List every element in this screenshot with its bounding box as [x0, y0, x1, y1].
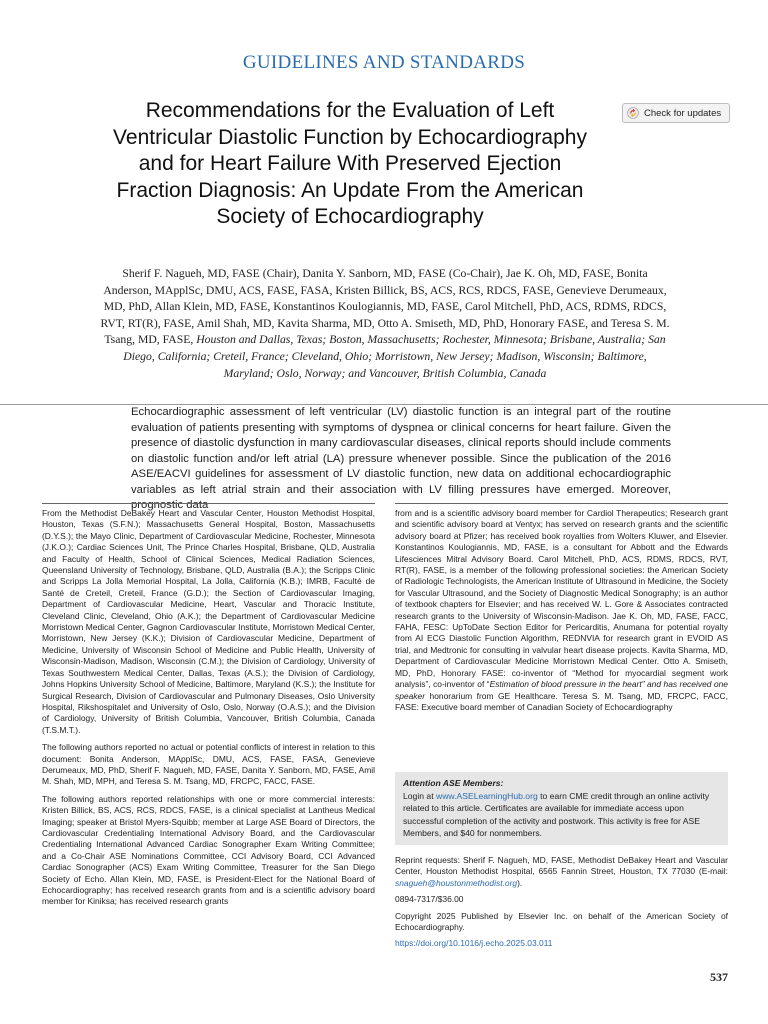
page-number: 537 — [710, 970, 728, 984]
author-locations: Houston and Dallas, Texas; Boston, Massachusetts; Rochester, Minnesota; Brisbane, Australia; San Diego, California; Creteil, France; Cleveland, Ohio; Morristown, New Jersey; Madison, Wisconsin; Baltimore, Maryland; Oslo, Norway; and Vancouver, British Columbia, Canada — [123, 333, 666, 380]
affiliations-footnote: From the Methodist DeBakey Heart and Vascular Center, Houston Methodist Hospital, Houston, Texas (S.F.N.); Massachusetts General Hospital, Boston, Massachusetts (D.Y.S.); the Mayo Clinic, Department of Cardiovascular Medicine, Rochester, Minnesota (J.K.O.); Cardiac Sciences Unit, The Prince Charles Hospital, Brisbane, QLD, Australia and Faculty of Health, School of Clinical Sciences, Medical Radiation Sciences, Queensland University of Technology, Brisbane, QLD, Australia (B.A.); the Scripps Clinic and Scripps La Jolla Memorial Hospital, La Jolla, California (K.B.); IMRB, Faculté de Santé de Creteil, Creteil, France (G.D.); the Section of Cardiovascular Imaging, Department of Cardiovascular Medicine, Heart, Vascular and Thoracic Institute, Cleveland Clinic, Cleveland, Ohio (A.K.); the Department of Cardiovascular Medicine Morristown Medical Center, Gagnon Cardiovascular Institute, Morristown Medical Center, Morristown, New Jersey (K.K.); Division of Cardiovascular Medicine, Department of Medicine, University of Wisconsin School of Medicine and Public Health, University of Wisconsin-Madison, Madison, Wisconsin (C.M.); the Division of Cardiology, University of Texas Southwestern Medical Center, Dallas, Texas (A.S.); the Division of Cardiology, Johns Hopkins University School of Medicine, Baltimore, Maryland (K.S.); the Institute for Surgical Research, Division of Cardiovascular and Pulmonary Diseases, Oslo University Hospital, Rikshospitalet and University of Oslo, Oslo, Norway (O.A.S.); and the Division of Cardiology, University of British Columbia, Vancouver, British Columbia, Canada (T.S.M.T.). — [42, 508, 375, 735]
reprint-text: Reprint requests: Sherif F. Nagueh, MD, FASE, Methodist DeBakey Heart and Vascular Center, Houston Methodist Hospital, 6565 Fannin Street, Houston, TX 77030 (E-mail: — [395, 855, 728, 877]
ase-box-text-before: Login at — [403, 791, 436, 802]
footnote-divider-left — [42, 503, 375, 504]
author-list — [100, 266, 670, 382]
reprint-close: ). — [517, 877, 523, 888]
conflicts-text-2: honorarium from GE Healthcare. Teresa S. M. Tsang, MD, FRCPC, FACC, FASE: Executive board member of Canadian Society of Echocardiography — [395, 690, 728, 712]
footnotes-left-column — [42, 508, 375, 914]
conflicts-footnote: The following authors reported relationships with one or more commercial interests: Kristen Billick, BS, ACS, RCS, RDCS, FASE, is a clinical specialist at Lantheus Medical Imaging; speaker at Bristol Myers-Squibb; member at Large ASE Board of Directors, the Cardiovascular Credentialing International Advisory Board, and the Cardiovascular Credentialing International Advanced Cardiac Sonographer Exam Writing Committee; and a Co-Chair ASE Nominations Committee, CCI Advisory Board, CCI Advanced Cardiac Sonographer (ACS) Exam Writing Committee, Treasurer for the San Diego Society of Echo. Allan Klein, MD, FASE, is President-Elect for the National Board of Echocardiography; has received research grants from and is a scientific advisory board member for Kiniksa; has received research grants — [42, 793, 375, 907]
check-updates-icon — [627, 107, 639, 119]
check-updates-label: Check for updates — [644, 107, 722, 119]
ase-members-box — [395, 772, 728, 845]
article-title: Recommendations for the Evaluation of Left Ventricular Diastolic Function by Echocardiography and for Heart Failure With Preserved Ejection Fraction Diagnosis: An Update From the American Society of Echocardiography — [113, 99, 587, 228]
check-for-updates-button[interactable] — [622, 103, 730, 123]
author-names: Sherif F. Nagueh, MD, FASE (Chair), Danita Y. Sanborn, MD, FASE (Co-Chair), Jae K. Oh, MD, FASE, Bonita Anderson, MApplSc, DMU, ACS, FASE, FASA, Kristen Billick, BS, ACS, RCS, RDCS, FASE, Genevieve Derumeaux, MD, PhD, Allan Klein, MD, FASE, Konstantinos Koulogiannis, MD, FASE, Carol Mitchell, PhD, ACS, RDMS, RDCS, RVT, RT(R), FASE, Amil Shah, MD, Kavita Sharma, MD, Otto A. Smiseth, MD, PhD, Honorary FASE, and Teresa S. M. Tsang, MD, FASE, — [100, 267, 670, 347]
conflicts-footnote-continued — [395, 508, 728, 766]
conflicts-text-1: from and is a scientific advisory board member for Cardiol Therapeutics; Research grant and scientific advisory board at Ventyx; has served on research grants and the scientific advisory board at Pfizer; has received book royalties from Wolters Kluwer, and Elsevier. Konstantinos Koulogiannis, MD, FASE, is a consultant for Abbott and the Edwards Lifesciences Mitral Advisory Board. Carol Mitchell, PhD, ACS, RDMS, RDCS, RVT, RT(R), FASE, is a member of the following professional societies: the American Society of Radiologic Technologists, the American Institute of Ultrasound in Medicine, the Society for Vascular Ultrasound, and the Society of Diagnostic Medical Sonography; is an author of textbook chapters for Elsevier; and has received W. L. Gore & Associates contracted research grants to the University of Wisconsin-Madison. Jae K. Oh, MD, FASE, FACC, FAHA, FESC: UpToDate Section Editor for Pericarditis, Anumana for potential royalty from AI ECG Diastolic Function Algorithm, REDNVIA for research grant in EVOID AS trial, and Medtronic for consulting in valvular heart disease projects. Kavita Sharma, MD, Department of Cardiovascular Medicine Morristown Medical Center. Otto A. Smiseth, MD, PhD, Honorary FASE: co-inventor of “Method for myocardial segment work analysis”, co-inventor of “ — [395, 508, 728, 690]
section-label: GUIDELINES AND STANDARDS — [242, 52, 526, 73]
abstract — [0, 404, 768, 511]
footnote-divider-right — [395, 503, 728, 504]
doi-link[interactable]: https://doi.org/10.1016/j.echo.2025.03.011 — [395, 938, 553, 949]
no-conflicts-footnote: The following authors reported no actual or potential conflicts of interest in relation to this document: Bonita Anderson, MApplSc, DMU, ACS, FASE, FASA, Genevieve Derumeaux, MD, PhD, Sherif F. Nagueh, MD, FASE, Danita Y. Sanborn, MD, FASE, Amil M. Shah, MD, MPH, and Teresa S. M. Tsang, MD, FRCPC, FACC, FASE. — [42, 742, 375, 787]
issn-line: 0894-7317/$36.00 — [395, 894, 464, 905]
conflicts-text-italic: Estimation of blood pressure in the heart” and has received one speaker — [395, 679, 728, 701]
footnotes-right-column — [395, 508, 728, 955]
abstract-text: Echocardiographic assessment of left ventricular (LV) diastolic function is an integral part of the routine evaluation of patients presenting with symptoms of dyspnea or clinical concerns for heart failure. Given the presence of diastolic dysfunction in many cardiovascular diseases, clinical reports should include comments on diastolic function and/or left atrial (LA) pressure whenever possible. Since the publication of the 2016 ASE/EACVI guidelines for assessment of LV diastolic function, new data on additional echocardiographic variables as left atrial strain and their association with LV filling pressures have emerged. Moreover, prognostic data — [131, 406, 671, 511]
copyright-line: Copyright 2025 Published by Elsevier Inc. on behalf of the American Society of Echocardiography. — [395, 910, 728, 933]
reprint-email-link[interactable]: snagueh@houstonmethodist.org — [395, 877, 518, 888]
ase-box-text-after: to earn CME credit through an online activity related to this article. Certificates are available for immediate access upon successful completion of the activity and postwork. This activity is free for ASE Members, and $40 for nonmembers. — [403, 791, 710, 838]
ase-box-heading: Attention ASE Members: — [403, 778, 504, 788]
ase-learning-hub-link[interactable]: www.ASELearningHub.org — [435, 791, 538, 802]
reprint-requests — [395, 855, 728, 889]
